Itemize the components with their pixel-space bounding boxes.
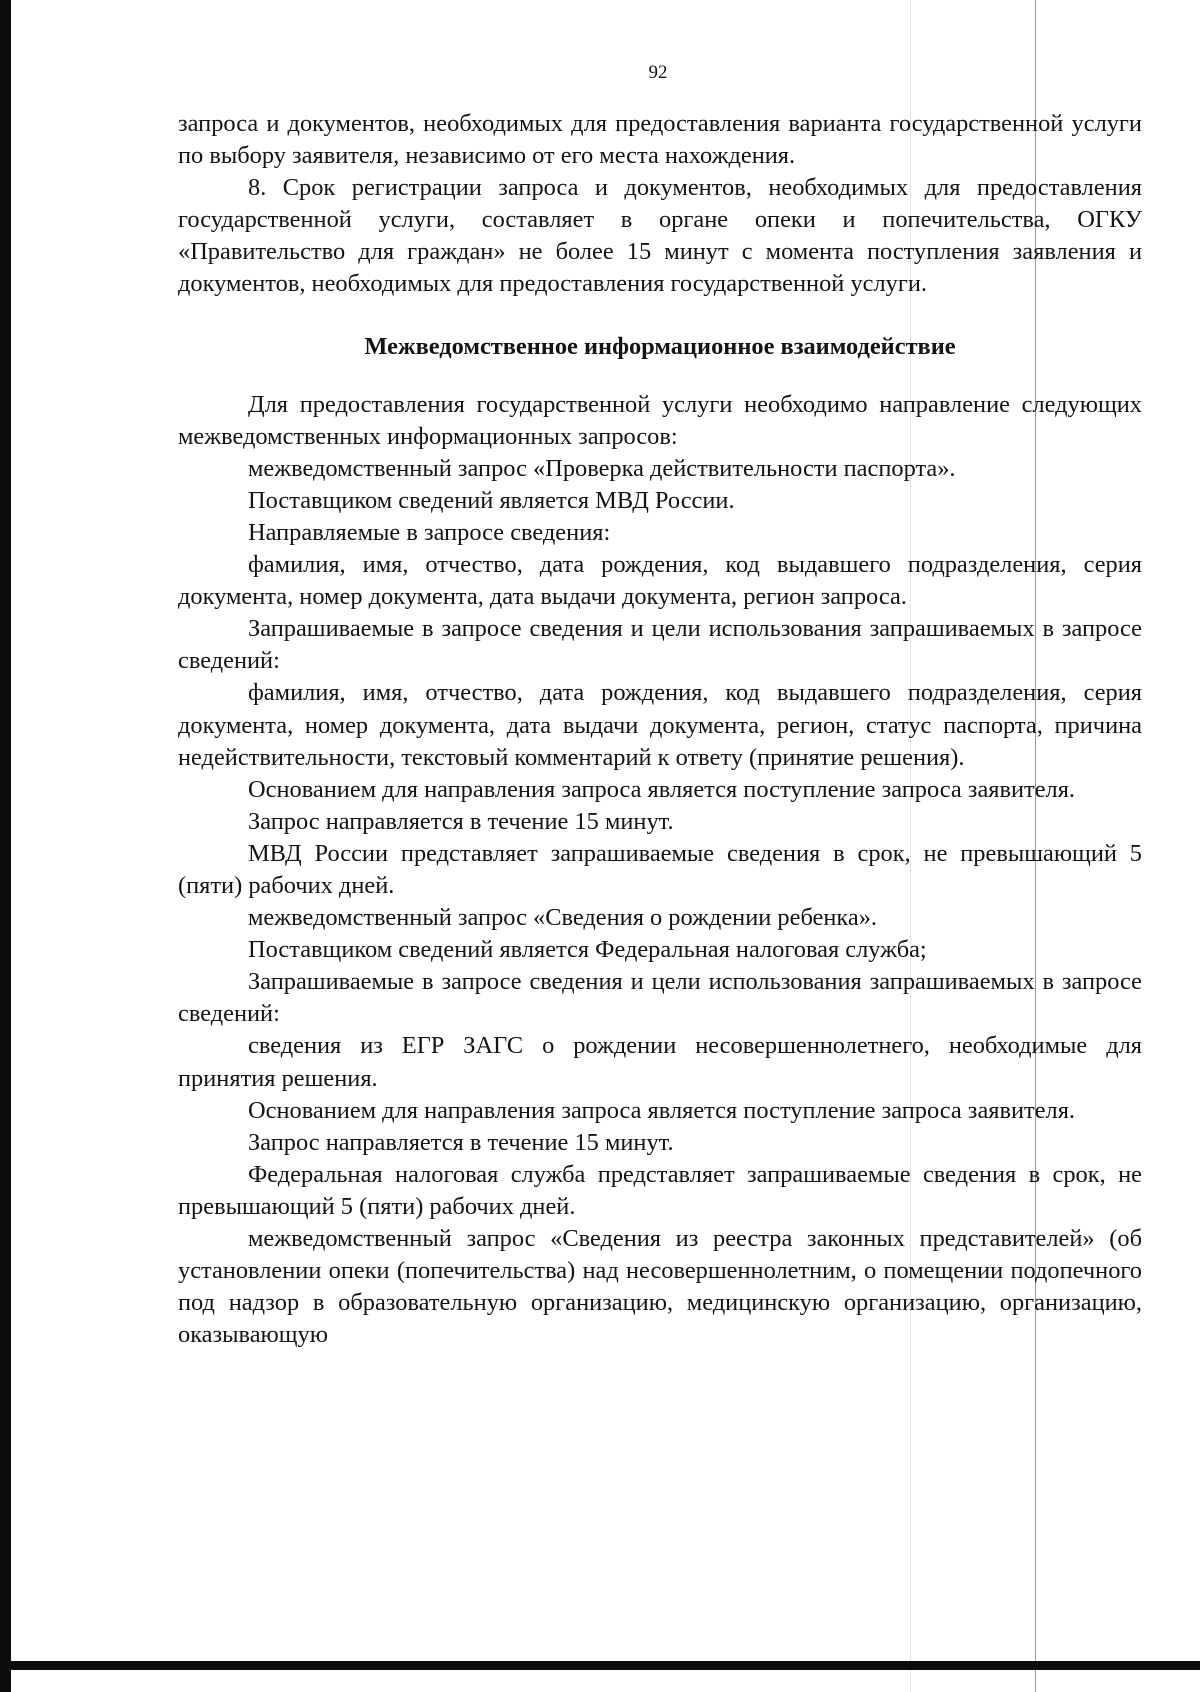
paragraph: фамилия, имя, отчество, дата рождения, код выдавшего подразделения, серия документа, номер документа, дата выдачи документа, регион запроса. bbox=[178, 551, 1142, 611]
paragraph: фамилия, имя, отчество, дата рождения, код выдавшего подразделения, серия документа, номер документа, дата выдачи документа, регион, статус паспорта, причина недействительности, текстовый комментарий к ответу (принятие решения). bbox=[178, 679, 1142, 771]
paragraph: Поставщиком сведений является Федеральная налоговая служба; bbox=[248, 936, 927, 964]
paragraph: Запрашиваемые в запросе сведения и цели использования запрашиваемых в запросе сведений: bbox=[178, 968, 1142, 1028]
paragraph: Направляемые в запросе сведения: bbox=[248, 518, 611, 546]
paragraph: Запрос направляется в течение 15 минут. bbox=[248, 807, 674, 835]
paragraph: Основанием для направления запроса является поступление запроса заявителя. bbox=[248, 1096, 1076, 1124]
paragraph: Запрос направляется в течение 15 минут. bbox=[248, 1128, 674, 1156]
scan-border-bottom bbox=[0, 1661, 1200, 1670]
document-body bbox=[178, 108, 1142, 1351]
page-number: 92 bbox=[648, 62, 668, 83]
paragraph: 8. Срок регистрации запроса и документов, необходимых для предоставления государственной услуги, составляет в органе опеки и попечительства, ОГКУ «Правительство для граждан» не более 15 минут с момента поступления заявления и документов, необходимых для предоставления государственной услуги. bbox=[178, 174, 1142, 298]
paragraph: межведомственный запрос «Проверка действительности паспорта». bbox=[248, 454, 956, 482]
paragraph: Для предоставления государственной услуги необходимо направление следующих межведомственных информационных запросов: bbox=[178, 390, 1142, 450]
paragraph: Поставщиком сведений является МВД России. bbox=[248, 486, 735, 514]
paragraph: Основанием для направления запроса является поступление запроса заявителя. bbox=[248, 775, 1076, 803]
paragraph: Запрашиваемые в запросе сведения и цели использования запрашиваемых в запросе сведений: bbox=[178, 615, 1142, 675]
paragraph: МВД России представляет запрашиваемые сведения в срок, не превышающий 5 (пяти) рабочих дней. bbox=[178, 839, 1142, 899]
paragraph: межведомственный запрос «Сведения из реестра законных представителей» (об установлении опеки (попечительства) над несовершеннолетним, о помещении подопечного под надзор в образовательную организацию, медицинскую организацию, организацию, оказывающую bbox=[178, 1225, 1142, 1349]
paragraph: межведомственный запрос «Сведения о рождении ребенка». bbox=[248, 904, 878, 932]
paragraph: запроса и документов, необходимых для предоставления варианта государственной услуги по выбору заявителя, независимо от его места нахождения. bbox=[178, 110, 1142, 170]
paragraph: сведения из ЕГР ЗАГС о рождении несовершеннолетнего, необходимые для принятия решения. bbox=[178, 1032, 1142, 1092]
scan-border-left bbox=[0, 0, 11, 1692]
section-heading: Межведомственное информационное взаимодействие bbox=[364, 332, 956, 360]
paragraph: Федеральная налоговая служба представляет запрашиваемые сведения в срок, не превышающий 5 (пяти) рабочих дней. bbox=[178, 1160, 1142, 1220]
